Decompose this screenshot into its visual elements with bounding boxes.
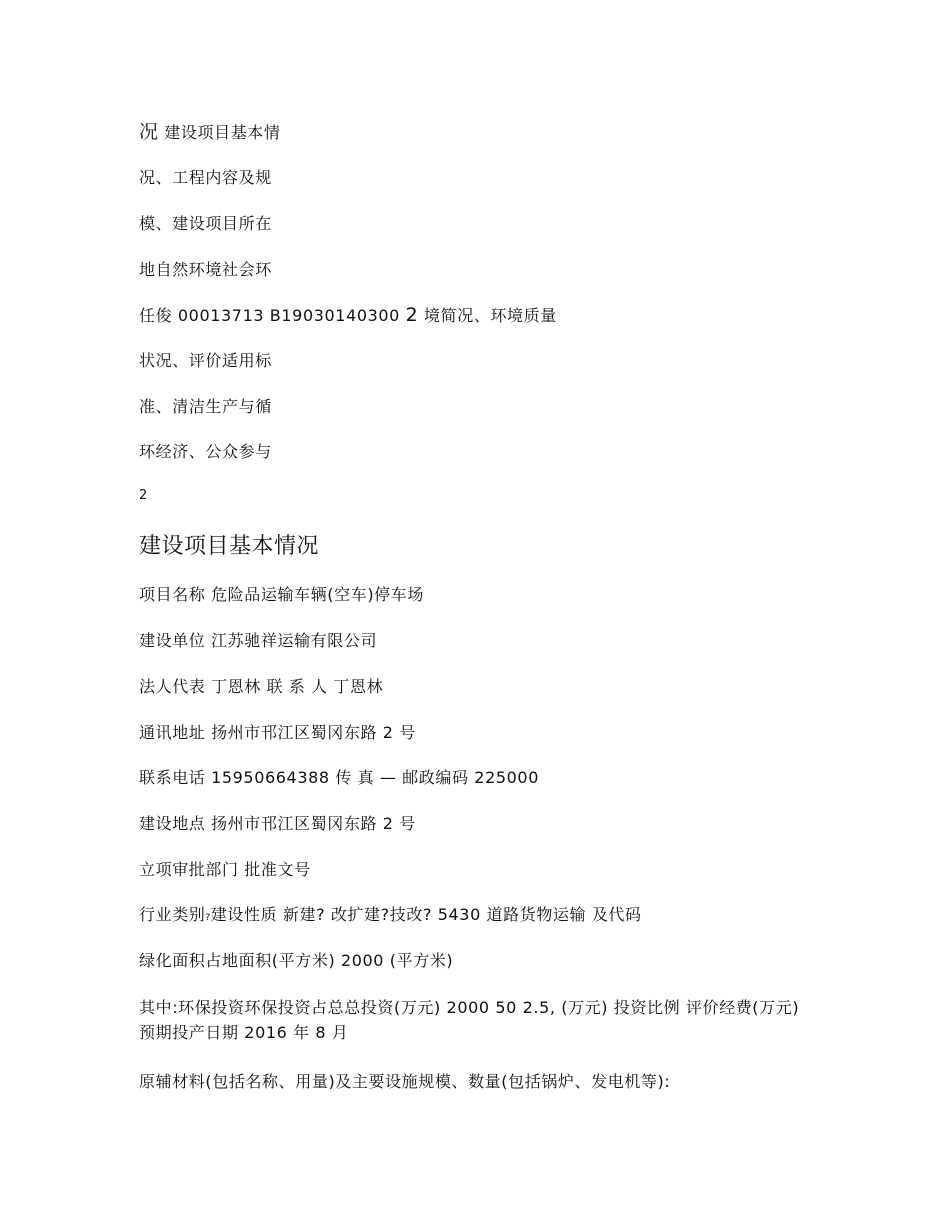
field-phone: 联系电话 15950664388 传 真 — 邮政编码 225000 — [139, 768, 539, 787]
field-address: 通讯地址 扬州市邗江区蜀冈东路 2 号 — [139, 723, 416, 742]
toc-line-4: 地自然环境社会环 — [139, 260, 272, 279]
toc-line-5-number: 2 — [405, 304, 419, 326]
field-materials: 原辅材料(包括名称、用量)及主要设施规模、数量(包括锅炉、发电机等): — [139, 1072, 671, 1091]
field-industry — [139, 904, 642, 929]
field-investment: 其中:环保投资环保投资占总总投资(万元) 2000 50 2.5, (万元) 投资比例 评价经费(万元) 预期投产日期 2016 年 8 月 — [139, 998, 800, 1042]
field-builder: 建设单位 江苏驰祥运输有限公司 — [139, 631, 378, 650]
field-industry-label: 行业类别 — [139, 905, 206, 924]
toc-line-8: 环经济、公众参与 — [139, 442, 272, 461]
toc-line-1 — [139, 121, 281, 144]
section-title: 建设项目基本情况 — [139, 534, 320, 559]
field-industry-text: 建设性质 新建? 改扩建?技改? 5430 道路货物运输 及代码 — [210, 905, 642, 924]
toc-line-1-text: 建设项目基本情 — [164, 123, 281, 142]
field-area: 绿化面积占地面积(平方米) 2000 (平方米) — [139, 951, 454, 970]
toc-line-1-lead: 况 — [139, 121, 159, 143]
toc-line-6: 状况、评价适用标 — [139, 351, 272, 370]
toc-line-7: 准、清洁生产与循 — [139, 397, 272, 416]
toc-line-5-code: 任俊 00013713 B19030140300 — [139, 306, 400, 325]
field-legal-rep: 法人代表 丁恩林 联 系 人 丁恩林 — [139, 677, 384, 696]
toc-line-5-text: 境简况、环境质量 — [424, 306, 557, 325]
field-industry-mark: ? — [205, 913, 211, 923]
page-number: 2 — [139, 488, 148, 503]
field-project-name: 项目名称 危险品运输车辆(空车)停车场 — [139, 585, 424, 604]
field-approval: 立项审批部门 批准文号 — [139, 860, 311, 879]
field-location: 建设地点 扬州市邗江区蜀冈东路 2 号 — [139, 814, 416, 833]
toc-line-5 — [139, 304, 557, 327]
toc-line-3: 模、建设项目所在 — [139, 214, 272, 233]
toc-line-2: 况、工程内容及规 — [139, 168, 272, 187]
